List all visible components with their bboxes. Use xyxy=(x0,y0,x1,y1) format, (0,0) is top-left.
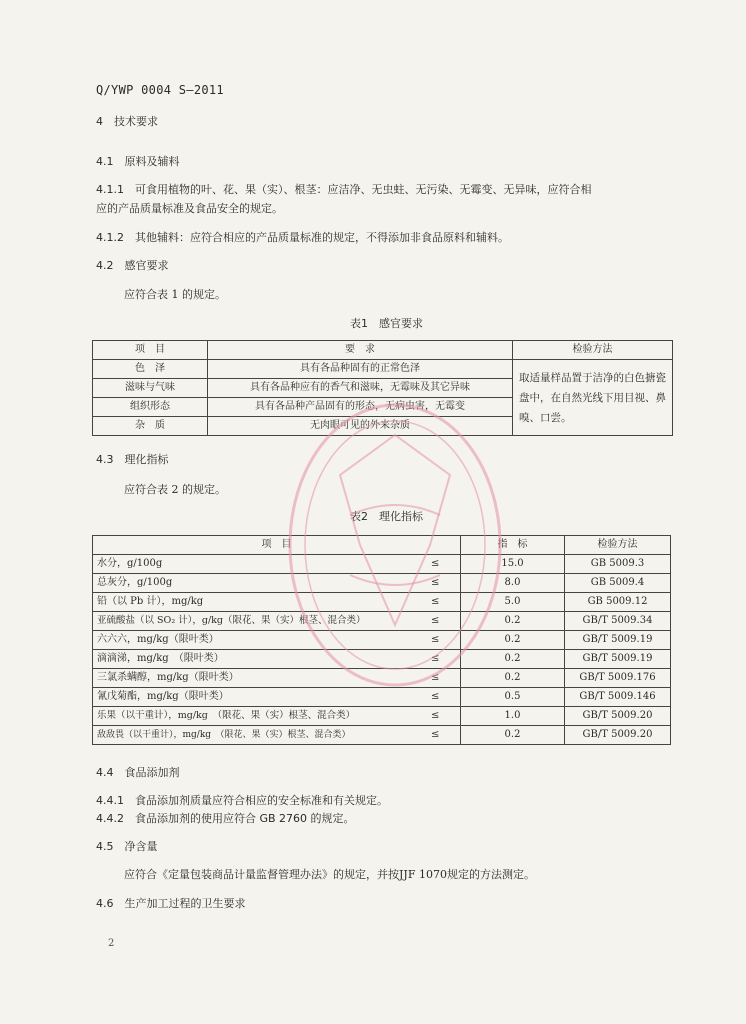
table-cell-item: 杂 质 xyxy=(93,417,208,436)
table-row xyxy=(93,360,673,379)
section-4-3-heading: 4.3 理化指标 xyxy=(96,453,169,466)
table2-caption: 表2 理化指标 xyxy=(350,510,423,523)
table-cell-operator: ≤ xyxy=(411,574,461,593)
section-4-4-heading: 4.4 食品添加剂 xyxy=(96,766,180,779)
table-header-row xyxy=(93,341,673,360)
table-row xyxy=(93,612,671,631)
table-cell-operator: ≤ xyxy=(411,688,461,707)
table-header-cell: 项 目 xyxy=(93,341,208,360)
table-cell-value: 8.0 xyxy=(461,574,565,593)
section-4-3-text: 应符合表 2 的规定。 xyxy=(124,483,226,496)
table-cell-value: 0.2 xyxy=(461,650,565,669)
table-row xyxy=(93,593,671,612)
table-header-row xyxy=(93,536,671,555)
table-cell-method: 取适量样品置于洁净的白色搪瓷盘中，在自然光线下用目视、鼻嗅、口尝。 xyxy=(513,360,673,436)
table-row xyxy=(93,574,671,593)
table-cell-item: 铅（以 Pb 计），mg/kg xyxy=(93,593,411,612)
table-cell-item: 总灰分，g/100g xyxy=(93,574,411,593)
table-cell-operator: ≤ xyxy=(411,612,461,631)
table-row xyxy=(93,650,671,669)
table-cell-item: 滴滴涕，mg/kg （限叶类） xyxy=(93,650,411,669)
table-cell-method: GB 5009.4 xyxy=(565,574,671,593)
section-4-heading: 4 技术要求 xyxy=(96,115,158,128)
table-cell-item: 敌敌畏（以干重计），mg/kg （限花、果（实）根茎、混合类） xyxy=(93,726,411,745)
table-cell-operator: ≤ xyxy=(411,631,461,650)
section-4-2-heading: 4.2 感官要求 xyxy=(96,259,169,272)
table-row xyxy=(93,669,671,688)
document-code: Q/YWP 0004 S—2011 xyxy=(96,83,224,97)
table-cell-operator: ≤ xyxy=(411,593,461,612)
table-cell-operator: ≤ xyxy=(411,555,461,574)
section-4-4-1: 4.4.1 食品添加剂质量应符合相应的安全标准和有关规定。 xyxy=(96,794,388,807)
section-4-4-2: 4.4.2 食品添加剂的使用应符合 GB 2760 的规定。 xyxy=(96,812,355,825)
table-cell-requirement: 无肉眼可见的外来杂质 xyxy=(208,417,513,436)
table-header-cell: 要 求 xyxy=(208,341,513,360)
table1-caption: 表1 感官要求 xyxy=(350,317,423,330)
table-cell-item: 三氯杀螨醇，mg/kg（限叶类） xyxy=(93,669,411,688)
section-4-1-1-line1: 4.1.1 可食用植物的叶、花、果（实）、根茎：应洁净、无虫蛀、无污染、无霉变、无异味，应符合相 xyxy=(96,183,592,196)
table-cell-method: GB/T 5009.34 xyxy=(565,612,671,631)
table-cell-operator: ≤ xyxy=(411,726,461,745)
table-cell-value: 1.0 xyxy=(461,707,565,726)
table-cell-operator: ≤ xyxy=(411,650,461,669)
table-cell-item: 色 泽 xyxy=(93,360,208,379)
table-cell-value: 0.2 xyxy=(461,612,565,631)
table-row xyxy=(93,631,671,650)
table-cell-value: 0.5 xyxy=(461,688,565,707)
section-4-1-heading: 4.1 原料及辅料 xyxy=(96,155,180,168)
section-4-2-text: 应符合表 1 的规定。 xyxy=(124,288,226,301)
table-cell-method: GB 5009.12 xyxy=(565,593,671,612)
table-cell-value: 15.0 xyxy=(461,555,565,574)
table-cell-item: 水分，g/100g xyxy=(93,555,411,574)
section-4-1-2: 4.1.2 其他辅料：应符合相应的产品质量标准的规定，不得添加非食品原料和辅料。 xyxy=(96,231,509,244)
table-cell-value: 0.2 xyxy=(461,726,565,745)
table-row xyxy=(93,707,671,726)
page-number: 2 xyxy=(108,938,115,949)
table-cell-item: 氰戊菊酯，mg/kg（限叶类） xyxy=(93,688,411,707)
table-cell-requirement: 具有各品种固有的正常色泽 xyxy=(208,360,513,379)
table-cell-item: 乐果（以干重计），mg/kg （限花、果（实）根茎、混合类） xyxy=(93,707,411,726)
table-header-cell: 检验方法 xyxy=(513,341,673,360)
table-cell-method: GB/T 5009.19 xyxy=(565,631,671,650)
section-4-5-heading: 4.5 净含量 xyxy=(96,840,158,853)
table-cell-method: GB/T 5009.20 xyxy=(565,707,671,726)
table-cell-value: 0.2 xyxy=(461,631,565,650)
table1-sensory xyxy=(92,340,673,436)
table-header-cell: 项 目 xyxy=(93,536,461,555)
table-header-cell: 指 标 xyxy=(461,536,565,555)
table-cell-requirement: 具有各品种应有的香气和滋味，无霉味及其它异味 xyxy=(208,379,513,398)
table-cell-value: 0.2 xyxy=(461,669,565,688)
table-cell-method: GB/T 5009.176 xyxy=(565,669,671,688)
table-cell-requirement: 具有各品种产品固有的形态，无病虫害，无霉变 xyxy=(208,398,513,417)
table-cell-operator: ≤ xyxy=(411,707,461,726)
section-4-1-1-line2: 应的产品质量标准及食品安全的规定。 xyxy=(96,202,283,215)
table-cell-method: GB 5009.3 xyxy=(565,555,671,574)
table-cell-method: GB/T 5009.20 xyxy=(565,726,671,745)
section-4-6-heading: 4.6 生产加工过程的卫生要求 xyxy=(96,897,246,910)
table-cell-item: 滋味与气味 xyxy=(93,379,208,398)
table-cell-value: 5.0 xyxy=(461,593,565,612)
table-cell-method: GB/T 5009.19 xyxy=(565,650,671,669)
table-cell-operator: ≤ xyxy=(411,669,461,688)
table-row xyxy=(93,726,671,745)
table-cell-item: 组织形态 xyxy=(93,398,208,417)
table2-physicochemical xyxy=(92,535,671,745)
table-row xyxy=(93,555,671,574)
table-header-cell: 检验方法 xyxy=(565,536,671,555)
table-cell-item: 亚硫酸盐（以 SO₂ 计），g/kg（限花、果（实）根茎、混合类） xyxy=(93,612,411,631)
table-cell-item: 六六六，mg/kg（限叶类） xyxy=(93,631,411,650)
table-row xyxy=(93,688,671,707)
table-cell-method: GB/T 5009.146 xyxy=(565,688,671,707)
section-4-5-text: 应符合《定量包装商品计量监督管理办法》的规定，并按JJF 1070规定的方法测定。 xyxy=(124,868,535,881)
